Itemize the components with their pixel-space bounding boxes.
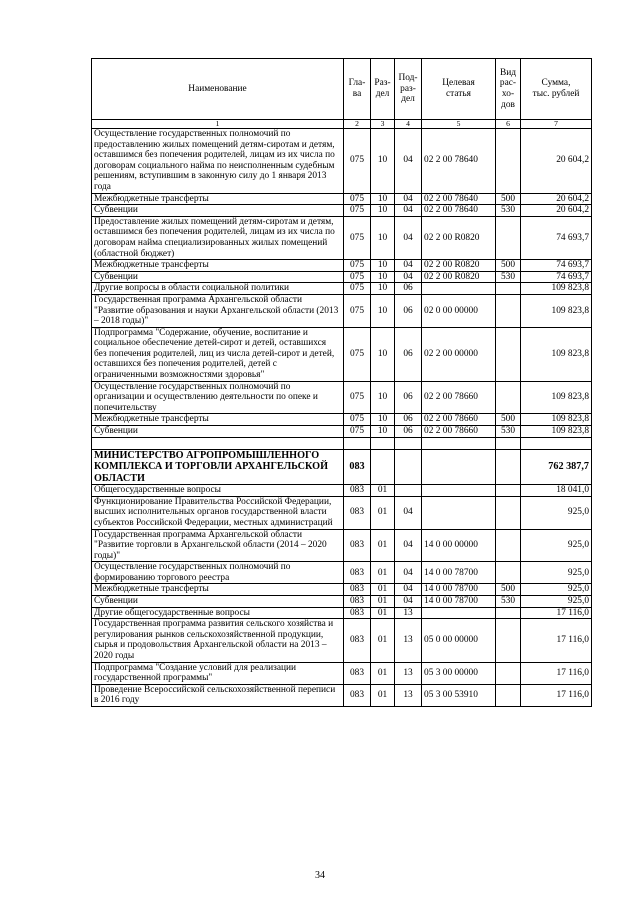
row-chapter: 075	[344, 414, 371, 426]
row-section: 01	[371, 662, 395, 684]
table-row	[92, 619, 592, 662]
spacer-row	[92, 437, 592, 449]
row-amount: 17 116,0	[521, 607, 592, 619]
row-amount: 18 041,0	[521, 485, 592, 497]
row-section	[371, 449, 395, 485]
row-amount: 20 604,2	[521, 129, 592, 194]
row-name: МИНИСТЕРСТВО АГРОПРОМЫШЛЕННОГО КОМПЛЕКСА И ТОРГОВЛИ АРХАНГЕЛЬСКОЙ ОБЛАСТИ	[92, 449, 344, 485]
row-target	[422, 496, 496, 529]
row-target: 02 2 00 R0820	[422, 271, 496, 283]
row-target: 02 2 00 78660	[422, 426, 496, 438]
row-amount: 20 604,2	[521, 193, 592, 205]
table-row	[92, 260, 592, 272]
row-subsection: 04	[395, 562, 422, 584]
row-expense-type	[496, 381, 521, 414]
row-name: Межбюджетные трансферты	[92, 414, 344, 426]
row-section: 01	[371, 684, 395, 706]
row-subsection: 04	[395, 529, 422, 562]
table-row	[92, 529, 592, 562]
column-number: 3	[371, 120, 395, 129]
row-subsection: 06	[395, 283, 422, 295]
row-expense-type	[496, 619, 521, 662]
row-amount: 925,0	[521, 596, 592, 608]
row-subsection: 06	[395, 426, 422, 438]
row-expense-type: 530	[496, 271, 521, 283]
row-name: Проведение Всероссийской сельскохозяйственной переписи в 2016 году	[92, 684, 344, 706]
row-amount: 20 604,2	[521, 205, 592, 217]
row-expense-type	[496, 562, 521, 584]
row-subsection: 04	[395, 193, 422, 205]
row-chapter: 083	[344, 619, 371, 662]
row-chapter: 075	[344, 426, 371, 438]
row-name: Осуществление государственных полномочий по предоставлению жилых помещений детям-сиротам и детям, оставшимся без попечения родителей, лицам из их числа по договорам социального найма по неисполненным судебным решениям, вступившим в законную силу до 1 января 2013 года	[92, 129, 344, 194]
row-name: Функционирование Правительства Российской Федерации, высших исполнительных органов государственной власти субъектов Российской Федерации, местных администраций	[92, 496, 344, 529]
row-target: 02 2 00 78640	[422, 129, 496, 194]
column-number-row	[92, 120, 592, 129]
table-row	[92, 607, 592, 619]
row-expense-type: 500	[496, 414, 521, 426]
row-chapter: 075	[344, 381, 371, 414]
row-section: 10	[371, 414, 395, 426]
row-target: 05 3 00 00000	[422, 662, 496, 684]
header-row	[92, 59, 592, 120]
row-target: 14 0 00 78700	[422, 584, 496, 596]
row-expense-type	[496, 662, 521, 684]
table-row	[92, 381, 592, 414]
row-amount: 109 823,8	[521, 426, 592, 438]
row-section: 01	[371, 619, 395, 662]
row-section: 10	[371, 205, 395, 217]
table-row	[92, 485, 592, 497]
table-row	[92, 283, 592, 295]
row-name: Подпрограмма "Содержание, обучение, воспитание и социальное обеспечение детей-сирот и детей, оставшихся без попечения родителей, лиц из числа детей-сирот и детей, оставшихся без попечения родителей, детей с ограниченными возможностями здоровья"	[92, 327, 344, 381]
row-amount: 74 693,7	[521, 271, 592, 283]
row-name: Межбюджетные трансферты	[92, 584, 344, 596]
row-amount: 925,0	[521, 496, 592, 529]
row-expense-type	[496, 496, 521, 529]
row-name: Подпрограмма "Создание условий для реализации государственной программы"	[92, 662, 344, 684]
row-name: Межбюджетные трансферты	[92, 193, 344, 205]
row-expense-type	[496, 129, 521, 194]
row-amount: 925,0	[521, 529, 592, 562]
row-name: Субвенции	[92, 426, 344, 438]
row-section: 10	[371, 216, 395, 259]
row-section: 10	[371, 129, 395, 194]
column-number: 7	[521, 120, 592, 129]
row-chapter: 075	[344, 327, 371, 381]
row-amount: 109 823,8	[521, 294, 592, 327]
row-subsection: 04	[395, 584, 422, 596]
col-header-name: Наименование	[92, 59, 344, 120]
table-row	[92, 327, 592, 381]
row-section: 01	[371, 529, 395, 562]
column-number: 4	[395, 120, 422, 129]
row-expense-type	[496, 327, 521, 381]
row-expense-type: 530	[496, 596, 521, 608]
table-row	[92, 684, 592, 706]
row-expense-type: 530	[496, 205, 521, 217]
row-chapter: 075	[344, 294, 371, 327]
ministry-row	[92, 449, 592, 485]
row-target: 02 2 00 78660	[422, 414, 496, 426]
col-header-chapter: Гла- ва	[344, 59, 371, 120]
row-amount: 17 116,0	[521, 684, 592, 706]
row-name: Предоставление жилых помещений детям-сиротам и детям, оставшимся без попечения родителей, лицам из их числа по договорам найма специализированных жилых помещений (областной бюджет)	[92, 216, 344, 259]
col-header-amount: Сумма, тыс. рублей	[521, 59, 592, 120]
row-target: 14 0 00 00000	[422, 529, 496, 562]
row-name: Государственная программа развития сельского хозяйства и регулирования рынков сельскохозяйственной продукции, сырья и продовольствия Архангельской области на 2013 – 2020 годы	[92, 619, 344, 662]
row-target	[422, 485, 496, 497]
row-section: 10	[371, 294, 395, 327]
page-number: 34	[315, 870, 325, 881]
row-chapter: 083	[344, 584, 371, 596]
row-target: 02 2 00 78660	[422, 381, 496, 414]
row-chapter: 083	[344, 596, 371, 608]
row-subsection: 06	[395, 414, 422, 426]
row-chapter: 083	[344, 662, 371, 684]
table-row	[92, 193, 592, 205]
column-number: 1	[92, 120, 344, 129]
row-amount: 17 116,0	[521, 619, 592, 662]
row-name: Субвенции	[92, 271, 344, 283]
row-chapter: 083	[344, 607, 371, 619]
row-chapter: 083	[344, 496, 371, 529]
row-expense-type	[496, 684, 521, 706]
row-amount: 109 823,8	[521, 283, 592, 295]
row-section: 10	[371, 283, 395, 295]
table-row	[92, 596, 592, 608]
row-target	[422, 449, 496, 485]
table-row	[92, 562, 592, 584]
row-subsection: 04	[395, 205, 422, 217]
row-section: 01	[371, 596, 395, 608]
row-subsection: 13	[395, 619, 422, 662]
row-section: 10	[371, 327, 395, 381]
table-row	[92, 271, 592, 283]
row-subsection: 06	[395, 294, 422, 327]
table-row	[92, 662, 592, 684]
row-target: 14 0 00 78700	[422, 562, 496, 584]
row-amount: 762 387,7	[521, 449, 592, 485]
row-target: 02 2 00 R0820	[422, 216, 496, 259]
row-section: 10	[371, 260, 395, 272]
row-target: 05 3 00 53910	[422, 684, 496, 706]
row-name: Другие вопросы в области социальной политики	[92, 283, 344, 295]
row-section: 01	[371, 562, 395, 584]
table-row	[92, 205, 592, 217]
row-chapter: 075	[344, 129, 371, 194]
col-header-subsection: Под- раз- дел	[395, 59, 422, 120]
table-body-social-policy	[92, 129, 592, 438]
row-section: 01	[371, 496, 395, 529]
row-chapter: 075	[344, 271, 371, 283]
row-amount: 925,0	[521, 584, 592, 596]
row-amount: 74 693,7	[521, 216, 592, 259]
row-amount: 109 823,8	[521, 381, 592, 414]
row-name: Осуществление государственных полномочий по организации и осуществлению деятельности по опеке и попечительству	[92, 381, 344, 414]
table-row	[92, 426, 592, 438]
row-name: Государственная программа Архангельской области "Развитие торговли в Архангельской области (2014 – 2020 годы)"	[92, 529, 344, 562]
row-chapter: 083	[344, 529, 371, 562]
table-row	[92, 294, 592, 327]
row-name: Субвенции	[92, 205, 344, 217]
table-row	[92, 496, 592, 529]
row-subsection	[395, 449, 422, 485]
row-subsection: 04	[395, 596, 422, 608]
row-chapter: 075	[344, 216, 371, 259]
row-expense-type	[496, 294, 521, 327]
row-target: 14 0 00 78700	[422, 596, 496, 608]
row-section: 10	[371, 271, 395, 283]
row-subsection: 04	[395, 496, 422, 529]
row-chapter: 083	[344, 485, 371, 497]
row-name: Осуществление государственных полномочий по формированию торгового реестра	[92, 562, 344, 584]
row-amount: 109 823,8	[521, 327, 592, 381]
row-name: Субвенции	[92, 596, 344, 608]
row-subsection: 13	[395, 607, 422, 619]
col-header-section: Раз- дел	[371, 59, 395, 120]
row-section: 01	[371, 485, 395, 497]
row-name: Общегосударственные вопросы	[92, 485, 344, 497]
column-number: 6	[496, 120, 521, 129]
row-amount: 74 693,7	[521, 260, 592, 272]
row-subsection: 04	[395, 271, 422, 283]
table-body-agro	[92, 485, 592, 707]
row-amount: 925,0	[521, 562, 592, 584]
row-name: Межбюджетные трансферты	[92, 260, 344, 272]
col-header-target: Целевая статья	[422, 59, 496, 120]
row-subsection: 06	[395, 327, 422, 381]
row-chapter: 075	[344, 205, 371, 217]
row-subsection: 13	[395, 684, 422, 706]
row-section: 10	[371, 193, 395, 205]
column-number: 2	[344, 120, 371, 129]
row-name: Государственная программа Архангельской области "Развитие образования и науки Архангельской области (2013 – 2018 годы)"	[92, 294, 344, 327]
table-row	[92, 129, 592, 194]
row-target: 05 0 00 00000	[422, 619, 496, 662]
row-subsection: 06	[395, 381, 422, 414]
row-amount: 109 823,8	[521, 414, 592, 426]
row-expense-type: 530	[496, 426, 521, 438]
row-expense-type: 500	[496, 193, 521, 205]
row-expense-type	[496, 485, 521, 497]
col-header-expense-type: Вид рас- хо- дов	[496, 59, 521, 120]
row-chapter: 083	[344, 562, 371, 584]
row-chapter: 075	[344, 260, 371, 272]
row-subsection: 04	[395, 129, 422, 194]
row-target: 02 2 00 78640	[422, 205, 496, 217]
row-amount: 17 116,0	[521, 662, 592, 684]
row-expense-type	[496, 449, 521, 485]
row-expense-type	[496, 216, 521, 259]
table-row	[92, 414, 592, 426]
row-target: 02 0 00 00000	[422, 294, 496, 327]
row-target	[422, 607, 496, 619]
row-chapter: 075	[344, 193, 371, 205]
row-section: 01	[371, 584, 395, 596]
row-chapter: 083	[344, 449, 371, 485]
row-subsection: 04	[395, 216, 422, 259]
row-target: 02 2 00 00000	[422, 327, 496, 381]
row-subsection: 04	[395, 260, 422, 272]
row-subsection: 13	[395, 662, 422, 684]
row-chapter: 083	[344, 684, 371, 706]
row-target: 02 2 00 R0820	[422, 260, 496, 272]
row-expense-type	[496, 529, 521, 562]
row-name: Другие общегосударственные вопросы	[92, 607, 344, 619]
row-section: 10	[371, 426, 395, 438]
row-subsection	[395, 485, 422, 497]
budget-table	[91, 58, 592, 707]
row-chapter: 075	[344, 283, 371, 295]
table-row	[92, 216, 592, 259]
row-section: 10	[371, 381, 395, 414]
row-expense-type: 500	[496, 584, 521, 596]
row-expense-type: 500	[496, 260, 521, 272]
column-number: 5	[422, 120, 496, 129]
row-target: 02 2 00 78640	[422, 193, 496, 205]
table-row	[92, 584, 592, 596]
table-body-ministry	[92, 437, 592, 485]
row-target	[422, 283, 496, 295]
row-section: 01	[371, 607, 395, 619]
row-expense-type	[496, 283, 521, 295]
row-expense-type	[496, 607, 521, 619]
